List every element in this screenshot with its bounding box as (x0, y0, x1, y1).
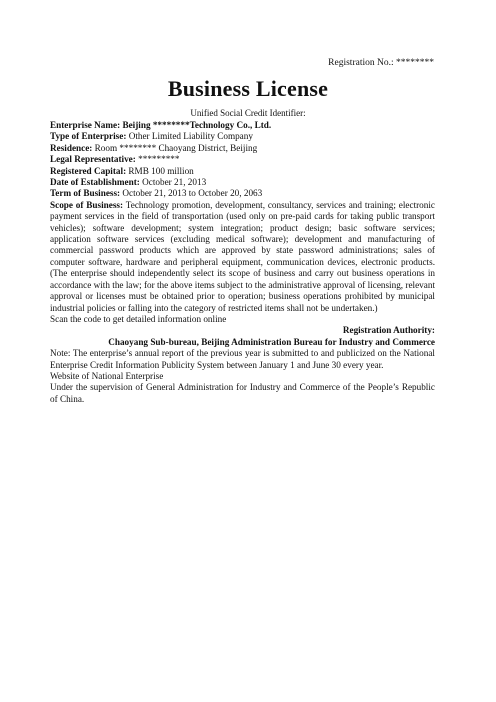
supervision-text: Under the supervision of General Administration for Industry and Commerce of the People’s Republic of China. (50, 382, 435, 404)
business-term-value: October 21, 2013 to October 20, 2063 (122, 188, 263, 199)
business-scope-label: Scope of Business: (50, 199, 124, 210)
business-scope-row (50, 200, 435, 314)
enterprise-type-value: Other Limited Liability Company (128, 131, 253, 142)
enterprise-type-row (50, 131, 435, 142)
unified-credit-identifier: Unified Social Credit Identifier: (190, 108, 306, 118)
license-body (50, 120, 435, 405)
registration-authority-label: Registration Authority: (342, 325, 435, 336)
enterprise-name-row (50, 120, 435, 131)
annual-report-note: Note: The enterprise’s annual report of the previous year is submitted to and publicized on the National Enterprise Credit Information Publicity System between January 1 and June 30 every year. (50, 348, 435, 370)
registered-capital-value: RMB 100 million (128, 165, 194, 176)
legal-representative-row (50, 154, 435, 165)
establishment-date-label: Date of Establishment: (50, 177, 140, 188)
document-title: Business License (167, 76, 329, 101)
enterprise-name-label: Enterprise Name: (50, 120, 121, 130)
registered-capital-label: Registered Capital: (50, 165, 127, 176)
registration-number: Registration No.: ******** (328, 58, 434, 68)
registered-capital-row (50, 166, 435, 177)
website-text: Website of National Enterprise (50, 370, 164, 381)
enterprise-type-label: Type of Enterprise: (50, 131, 127, 142)
establishment-date-value: October 21, 2013 (142, 177, 207, 188)
business-term-label: Term of Business: (50, 188, 121, 199)
residence-value: Room ******** Chaoyang District, Beijing (94, 142, 258, 153)
business-term-row (50, 188, 435, 199)
residence-label: Residence: (50, 142, 93, 153)
enterprise-name-value: Beijing ********Technology Co., Ltd. (122, 120, 272, 130)
legal-representative-label: Legal Representative: (50, 154, 136, 165)
establishment-date-row (50, 177, 435, 188)
registration-authority-name: Chaoyang Sub-bureau, Beijing Administration Bureau for Industry and Commerce (108, 336, 435, 347)
residence-row (50, 143, 435, 154)
scan-code-text: Scan the code to get detailed information online (50, 313, 227, 324)
legal-representative-value: ********* (138, 154, 180, 165)
business-scope-value: Technology promotion, development, consultancy, services and training; electronic payment services in the field of transportation (used only on pre-paid cards for taking public transport vehicles); software development; system integration; product design; basic software services; application software services (excluding medical software); development and manufacturing of commercial password products which are approved by state password administrations; sales of computer software, hardware and peripheral equipment, communication devices, electronic products. (The enterprise should independently select its scope of business and carry out business operations in accordance with the law; for the above items subject to the administrative approval of licensing, relevant approval or licenses must be obtained prior to operation; business operations prohibited by municipal industrial policies or falling into the category of restricted items shall not be undertaken.) (50, 199, 436, 313)
